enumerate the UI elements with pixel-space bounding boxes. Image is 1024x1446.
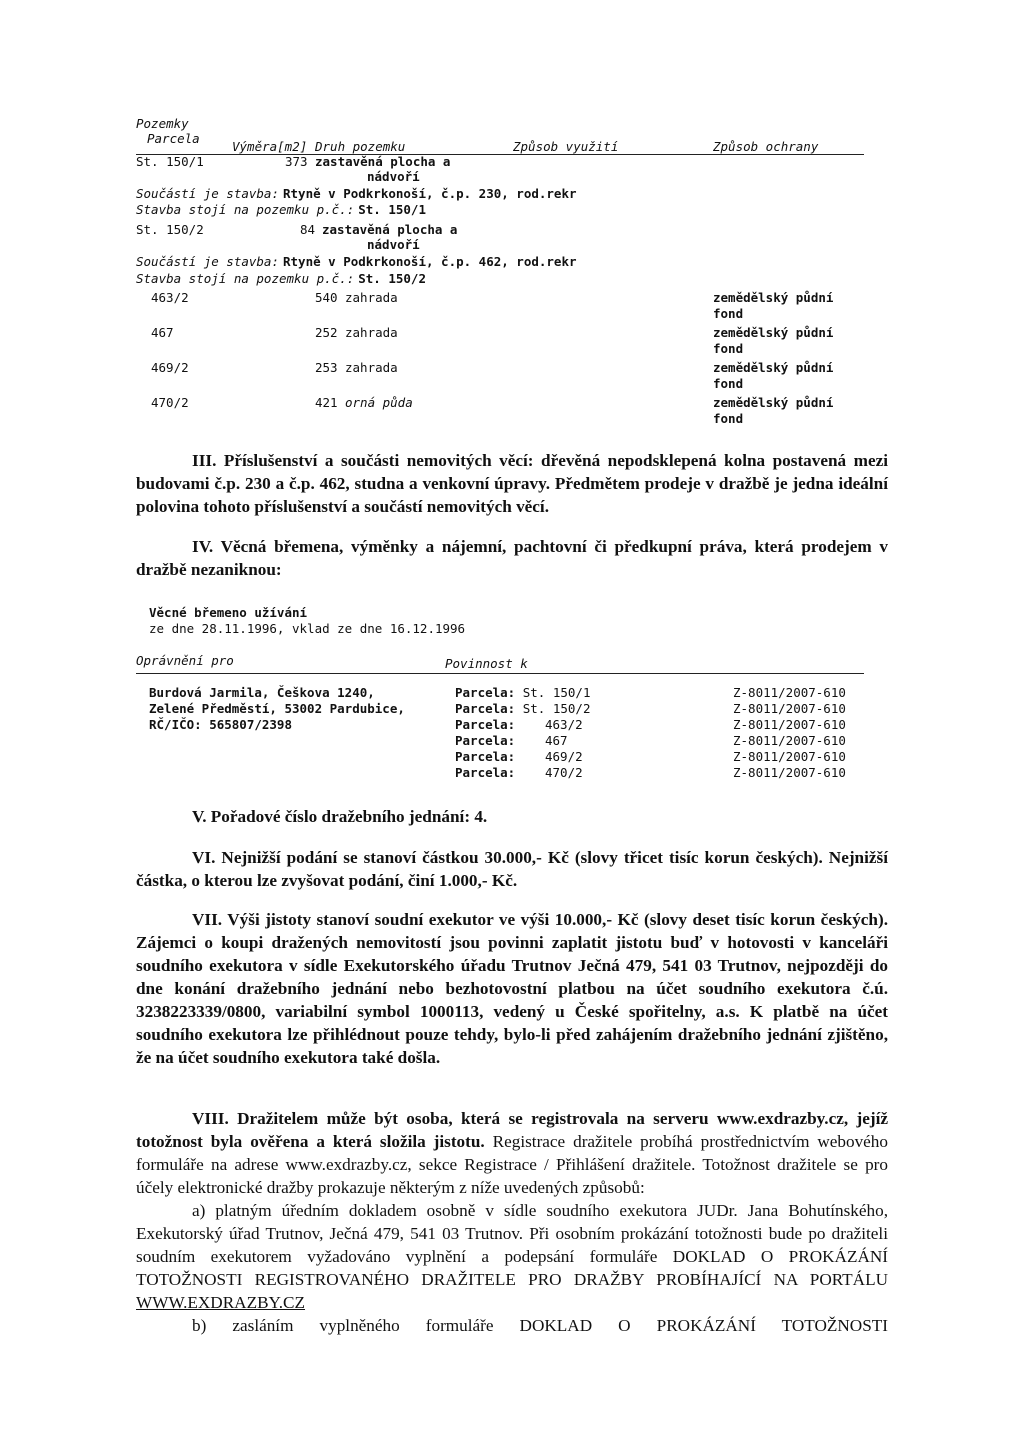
row1-parcela: St. 150/1 — [136, 154, 204, 169]
row3-ochrana-2: fond — [713, 306, 744, 321]
header-parcela: Parcela — [147, 131, 200, 146]
povinnost-row: Parcela: St. 150/1 — [455, 685, 591, 700]
row1-druh: zastavěná plocha a — [315, 154, 451, 169]
section-viii-bold: VIII. Dražitelem může být osoba, která se registrovala na serveru www.exdrazby.cz, jejíž totožnost byla ověřena a která složila jistotu. — [136, 1109, 888, 1151]
row4-parcela: 467 — [151, 325, 174, 340]
row5-druh: zahrada — [345, 360, 398, 375]
row5-ochrana: zemědělský půdní — [713, 360, 834, 375]
povinnost-ref: Z-8011/2007-610 — [733, 685, 846, 700]
exdrazby-link[interactable]: WWW.EXDRAZBY.CZ — [136, 1293, 306, 1312]
row5-ochrana-2: fond — [713, 376, 744, 391]
row4-vymera: 252 — [315, 325, 338, 340]
section-viii-text: Registrace dražitele probíhá prostřednictvím webového formuláře na adrese www.exdrazby.cz, sekce Registrace / Přihlášení dražitele. Totožnost dražitele se pro účely elektronické dražby prokazuje některým z níže uvedených způsobů: — [136, 1132, 888, 1197]
row2-druh-2: nádvoří — [367, 237, 420, 252]
povinnost-ref: Z-8011/2007-610 — [733, 701, 846, 716]
row5-vymera: 253 — [315, 360, 338, 375]
bremeno-header-povinnost: Povinnost k — [445, 656, 528, 671]
povinnost-row: Parcela: St. 150/2 — [455, 701, 591, 716]
row5-parcela: 469/2 — [151, 360, 189, 375]
povinnost-ref: Z-8011/2007-610 — [733, 765, 846, 780]
header-vymera: Výměra[m2] — [232, 139, 308, 154]
row1-note-pozemek: Stavba stojí na pozemku p.č.: St. 150/1 — [136, 202, 426, 217]
row6-parcela: 470/2 — [151, 395, 189, 410]
bremeno-header-opravneni: Oprávnění pro — [136, 653, 234, 668]
section-v: V. Pořadové číslo dražebního jednání: 4. — [192, 807, 488, 826]
povinnost-parcela: 463/2 — [545, 717, 583, 732]
row6-ochrana: zemědělský půdní — [713, 395, 834, 410]
section-vii: VII. Výši jistoty stanoví soudní exekutor ve výši 10.000,- Kč (slovy deset tisíc korun českých). Zájemci o koupi dražených nemovitostí jsou povinni zaplatit jistotu buď v hotovosti v kanceláři soudního exekutora v sídle Exekutorského úřadu Trutnov Ječná 479, 541 03 Trutnov, nejpozději do dne konání dražebního jednání nebo bezhotovostní platbou na účet soudního exekutora č.ú. 3238223339/0800, variabilní symbol 1000113, vedený u České spořitelny, a.s. K platbě na účet soudního exekutora lze přihlédnout pouze tehdy, bylo-li před zahájením dražebního jednání zjištěno, že na účet soudního exekutora také došla. — [136, 910, 888, 1067]
row2-note-pozemek: Stavba stojí na pozemku p.č.: St. 150/2 — [136, 271, 426, 286]
bremeno-title: Věcné břemeno užívání — [149, 605, 308, 620]
section-viii-a: a) platným úředním dokladem osobně v sídle soudního exekutora JUDr. Jana Bohutínského, Exekutorský úřad Trutnov, Ječná 479, 541 03 Trutnov. Při osobním prokázání totožnosti bude po dražiteli soudním exekutorem vyžadováno vyplnění a podepsání formuláře DOKLAD O PROKÁZÁNÍ TOTOŽNOSTI REGISTROVANÉHO DRAŽITELE PRO DRAŽBY PROBÍHAJÍCÍ NA PORTÁLU WWW.EXDRAZBY.CZ — [136, 1201, 888, 1312]
povinnost-row: Parcela: — [455, 733, 516, 748]
section-viii — [136, 1107, 888, 1337]
povinnost-ref: Z-8011/2007-610 — [733, 717, 846, 732]
row1-druh-2: nádvoří — [367, 169, 420, 184]
section-iv: IV. Věcná břemena, výměnky a nájemní, pachtovní či předkupní práva, která prodejem v dražbě nezaniknou: — [136, 537, 888, 579]
row3-vymera: 540 — [315, 290, 338, 305]
row4-ochrana: zemědělský půdní — [713, 325, 834, 340]
povinnost-row: Parcela: — [455, 717, 516, 732]
opravneni-line-3: RČ/IČO: 565807/2398 — [149, 717, 292, 732]
povinnost-ref: Z-8011/2007-610 — [733, 749, 846, 764]
row1-note-stavba: Součástí je stavba: Rtyně v Podkrkonoší, č.p. 230, rod.rekr — [136, 186, 577, 201]
povinnost-row: Parcela: — [455, 765, 516, 780]
bremeno-dates: ze dne 28.11.1996, vklad ze dne 16.12.1996 — [149, 621, 466, 636]
table-header-rule — [136, 154, 864, 155]
povinnost-parcela: 470/2 — [545, 765, 583, 780]
row6-vymera: 421 — [315, 395, 338, 410]
row2-note-stavba: Součástí je stavba: Rtyně v Podkrkonoší, č.p. 462, rod.rekr — [136, 254, 577, 269]
header-druh: Druh pozemku — [315, 139, 406, 154]
opravneni-line-1: Burdová Jarmila, Češkova 1240, — [149, 685, 375, 700]
row2-druh: zastavěná plocha a — [322, 222, 458, 237]
row3-ochrana: zemědělský půdní — [713, 290, 834, 305]
row6-ochrana-2: fond — [713, 411, 744, 426]
row2-parcela: St. 150/2 — [136, 222, 204, 237]
povinnost-parcela: 467 — [545, 733, 568, 748]
section-vi: VI. Nejnižší podání se stanoví částkou 30.000,- Kč (slovy třicet tisíc korun českých). Nejnižší částka, o kterou lze zvyšovat podání, činí 1.000,- Kč. — [136, 848, 888, 890]
bremeno-header-rule — [136, 673, 864, 674]
row3-druh: zahrada — [345, 290, 398, 305]
row4-druh: zahrada — [345, 325, 398, 340]
header-ochrana: Způsob ochrany — [713, 139, 819, 154]
povinnost-ref: Z-8011/2007-610 — [733, 733, 846, 748]
section-iii: III. Příslušenství a součásti nemovitých věcí: dřevěná nepodsklepená kolna postavená mezi budovami č.p. 230 a č.p. 462, studna a venkovní úpravy. Předmětem prodeje v dražbě je jedna ideální polovina tohoto příslušenství a součástí nemovitých věcí. — [136, 451, 888, 516]
row3-parcela: 463/2 — [151, 290, 189, 305]
povinnost-parcela: 469/2 — [545, 749, 583, 764]
row1-vymera: 373 — [285, 154, 308, 169]
header-vyuziti: Způsob využití — [513, 139, 619, 154]
povinnost-row: Parcela: — [455, 749, 516, 764]
pozemky-title: Pozemky — [136, 116, 189, 131]
section-viii-b: b) zasláním vyplněného formuláře DOKLAD O PROKÁZÁNÍ TOTOŽNOSTI — [192, 1316, 888, 1335]
opravneni-line-2: Zelené Předměstí, 53002 Pardubice, — [149, 701, 405, 716]
row4-ochrana-2: fond — [713, 341, 744, 356]
row6-druh: orná půda — [345, 395, 413, 410]
row2-vymera: 84 — [300, 222, 316, 237]
